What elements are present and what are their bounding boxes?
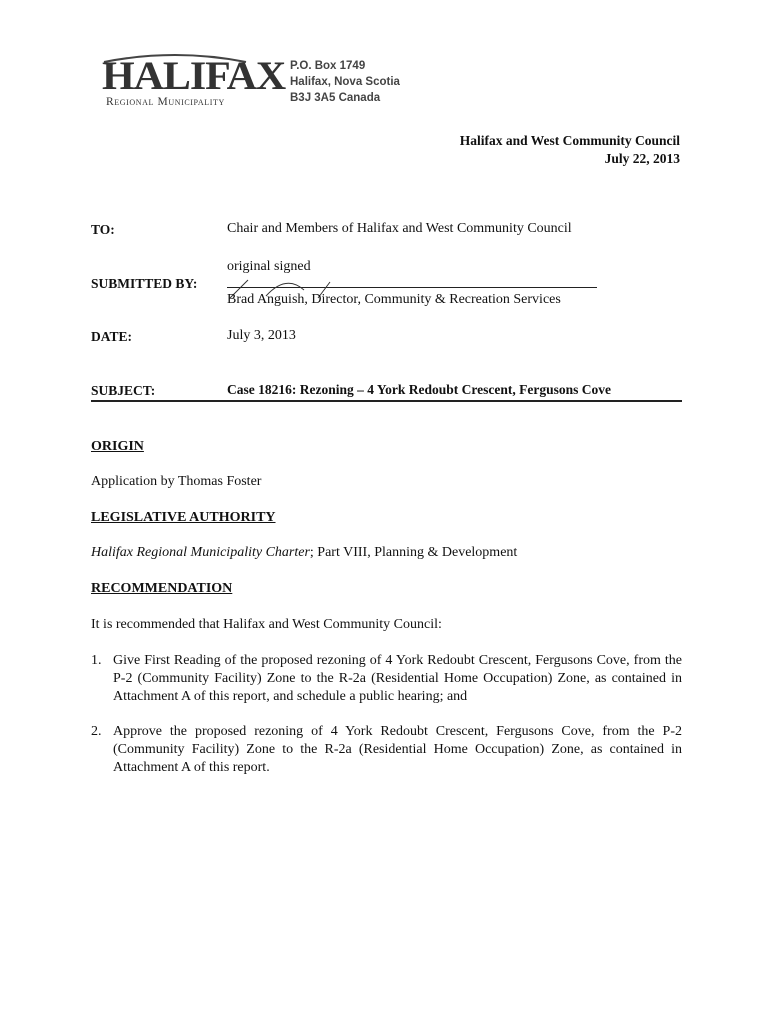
origin-text: Application by Thomas Foster xyxy=(91,474,262,489)
recommendation-heading: RECOMMENDATION xyxy=(91,581,233,596)
council-name: Halifax and West Community Council xyxy=(459,133,680,148)
list-number: 2. xyxy=(91,724,102,739)
list-text: Give First Reading of the proposed rezoning of 4 York Redoubt Crescent, Fergusons Cove, from the P-2 (Community Facility) Zone to the R-2a (Residential Home Occupation) Zone, as contained in Attachment A of this report, and schedule a public hearing; and xyxy=(113,653,682,704)
list-text: Approve the proposed rezoning of 4 York Redoubt Crescent, Fergusons Cove, from the P-2 (Community Facility) Zone to the R-2a (Residential Home Occupation) Zone, as contained in Attachment A of this report. xyxy=(113,724,682,775)
to-label: TO: xyxy=(91,222,115,237)
list-item xyxy=(91,723,682,777)
to-value: Chair and Members of Halifax and West Community Council xyxy=(227,221,572,236)
address-line: B3J 3A5 Canada xyxy=(290,92,381,104)
logo-subtitle: Regional Municipality xyxy=(106,96,225,108)
mailing-address xyxy=(290,58,400,106)
submitted-label: SUBMITTED BY: xyxy=(91,276,198,291)
subject-rule xyxy=(91,400,682,402)
origin-heading: ORIGIN xyxy=(91,439,144,454)
list-number: 1. xyxy=(91,653,102,668)
charter-title: Halifax Regional Municipality Charter xyxy=(91,545,310,560)
address-line: P.O. Box 1749 xyxy=(290,60,366,72)
logo-wordmark: HALIFAX xyxy=(102,53,286,98)
address-line: Halifax, Nova Scotia xyxy=(290,76,400,88)
authority-text xyxy=(91,545,517,561)
subject-value: Case 18216: Rezoning – 4 York Redoubt Crescent, Fergusons Cove xyxy=(227,382,611,397)
date-value: July 3, 2013 xyxy=(227,328,296,343)
council-header xyxy=(460,132,680,168)
subject-label: SUBJECT: xyxy=(91,383,156,398)
list-item xyxy=(91,652,682,706)
recommendation-intro: It is recommended that Halifax and West Community Council: xyxy=(91,617,442,632)
authority-heading: LEGISLATIVE AUTHORITY xyxy=(91,510,276,525)
authority-rest: ; Part VIII, Planning & Development xyxy=(309,545,518,560)
submitted-value: Brad Anguish, Director, Community & Recreation Services xyxy=(227,292,561,307)
halifax-logo xyxy=(100,50,286,112)
council-date: July 22, 2013 xyxy=(604,151,680,166)
date-label: DATE: xyxy=(91,329,133,344)
signed-note: original signed xyxy=(227,259,311,274)
